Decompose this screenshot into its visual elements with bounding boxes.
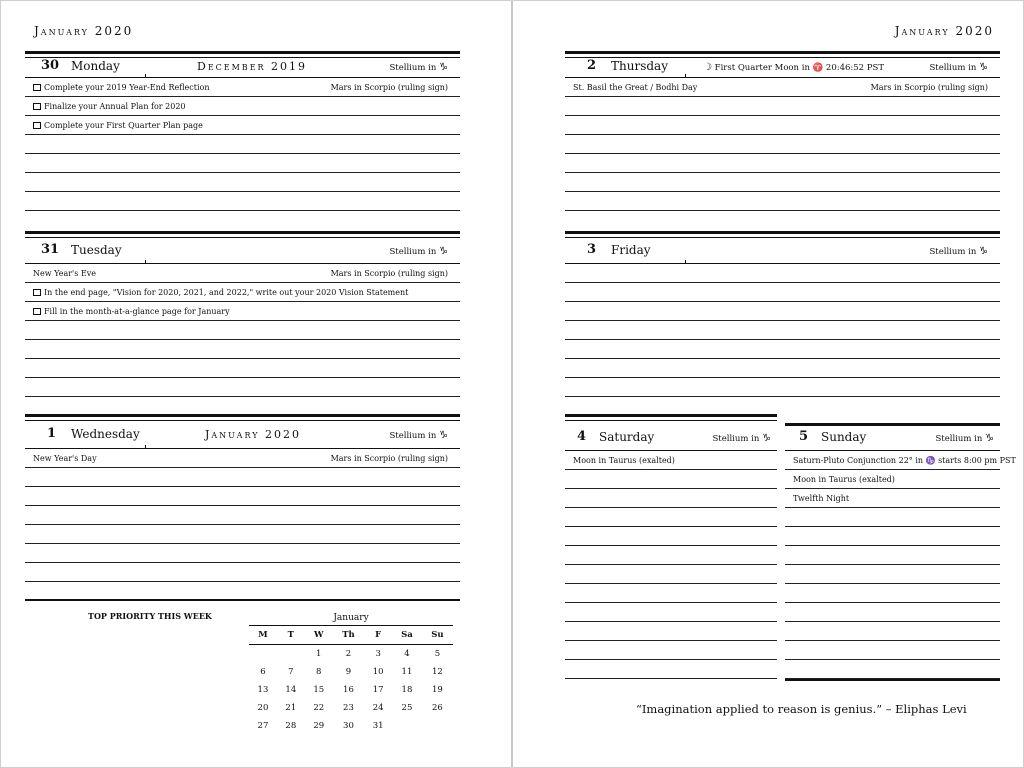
- weekday-header: Su: [422, 626, 453, 645]
- planner-line[interactable]: Complete your First Quarter Plan page: [25, 116, 460, 135]
- stellium-note: Stellium in ♑: [712, 433, 771, 444]
- planner-line[interactable]: Twelfth Night: [785, 489, 1000, 508]
- checkbox-icon[interactable]: [33, 289, 41, 296]
- stellium-note: Stellium in ♑: [389, 62, 448, 73]
- calendar-date[interactable]: 23: [343, 703, 354, 713]
- day-number: 30: [41, 58, 60, 73]
- day-number: 31: [41, 242, 60, 257]
- planner-line[interactable]: [785, 508, 1000, 527]
- day-name: Thursday: [611, 59, 668, 73]
- planner-line[interactable]: Moon in Taurus (exalted): [785, 470, 1000, 489]
- calendar-date[interactable]: 15: [313, 685, 325, 695]
- calendar-date[interactable]: 27: [257, 721, 269, 731]
- calendar-date[interactable]: 6: [260, 667, 266, 677]
- planner-line[interactable]: [565, 192, 1000, 211]
- calendar-date[interactable]: 20: [257, 703, 269, 713]
- capricorn-icon: ♑: [439, 62, 448, 73]
- weekday-header: T: [277, 626, 305, 645]
- planner-line[interactable]: Finalize your Annual Plan for 2020: [25, 97, 460, 116]
- day-header: [565, 426, 777, 451]
- weekday-header: Th: [333, 626, 365, 645]
- calendar-date[interactable]: 8: [316, 667, 322, 677]
- capricorn-icon: ♑: [979, 62, 988, 73]
- calendar-week: [249, 663, 453, 681]
- planner-line[interactable]: [565, 622, 777, 641]
- calendar-date[interactable]: 30: [343, 721, 354, 731]
- capricorn-icon: ♑: [762, 433, 771, 444]
- planner-line[interactable]: [25, 321, 460, 340]
- day-header: [565, 239, 1000, 264]
- day-block-3: [565, 231, 1000, 401]
- day-number: 3: [587, 242, 597, 257]
- weekday-header: Sa: [392, 626, 422, 645]
- calendar-date[interactable]: 22: [313, 703, 325, 713]
- planner-line[interactable]: [565, 173, 1000, 192]
- moon-icon: ☽: [703, 62, 712, 73]
- mini-calendar: [249, 611, 453, 735]
- month-label: January 2020: [205, 428, 302, 441]
- section-divider: [25, 599, 460, 601]
- checkbox-icon[interactable]: [33, 308, 41, 315]
- planner-line[interactable]: [565, 135, 1000, 154]
- planner-line[interactable]: [785, 546, 1000, 565]
- planner-line[interactable]: [565, 340, 1000, 359]
- calendar-date[interactable]: 12: [431, 667, 443, 677]
- planner-line[interactable]: [25, 468, 460, 487]
- mini-calendar-grid: [249, 625, 453, 735]
- calendar-date[interactable]: 25: [401, 703, 413, 713]
- calendar-date[interactable]: 5: [434, 649, 441, 659]
- day-name: Wednesday: [71, 427, 140, 441]
- calendar-date[interactable]: 7: [288, 667, 294, 677]
- planner-line[interactable]: [785, 584, 1000, 603]
- planner-line[interactable]: Saturn-Pluto Conjunction 22° in ♑ starts 8:00 pm PST: [785, 451, 1000, 470]
- planner-line[interactable]: [785, 603, 1000, 622]
- top-priority-label: TOP PRIORITY THIS WEEK: [88, 611, 212, 621]
- calendar-date[interactable]: 26: [431, 703, 443, 713]
- planner-line[interactable]: [25, 544, 460, 563]
- day-block-1: [25, 414, 460, 584]
- planner-line[interactable]: [785, 641, 1000, 660]
- planner-line[interactable]: [785, 527, 1000, 546]
- planner-line[interactable]: [565, 283, 1000, 302]
- planner-line[interactable]: [25, 563, 460, 582]
- planner-line[interactable]: [565, 565, 777, 584]
- planner-line[interactable]: Moon in Taurus (exalted): [565, 451, 777, 470]
- calendar-date[interactable]: [249, 645, 277, 664]
- calendar-date[interactable]: 2: [345, 649, 352, 659]
- calendar-date[interactable]: 16: [343, 685, 354, 695]
- day-name: Sunday: [821, 430, 867, 444]
- calendar-date[interactable]: 17: [372, 685, 384, 695]
- checkbox-icon[interactable]: [33, 122, 41, 129]
- planner-line[interactable]: [565, 641, 777, 660]
- planner-line[interactable]: [565, 546, 777, 565]
- calendar-date[interactable]: 4: [404, 649, 410, 659]
- planner-line[interactable]: New Year's Day Mars in Scorpio (ruling sign): [25, 449, 460, 468]
- day-block-2: [565, 51, 1000, 213]
- stellium-note: Stellium in ♑: [929, 62, 988, 73]
- moon-phase-note: ☽ First Quarter Moon in ♈ 20:46:52 PST: [703, 62, 884, 73]
- month-header: January 2020: [894, 24, 994, 38]
- planner-line[interactable]: [25, 192, 460, 211]
- calendar-week: [249, 645, 453, 664]
- stellium-note: Stellium in ♑: [389, 246, 448, 257]
- calendar-date[interactable]: 1: [316, 649, 322, 659]
- capricorn-icon: ♑: [985, 433, 994, 444]
- left-page: [0, 0, 511, 768]
- day-block-5: [785, 423, 1016, 683]
- day-number: 1: [47, 426, 57, 441]
- planner-line[interactable]: [565, 116, 1000, 135]
- capricorn-icon: ♑: [439, 430, 448, 441]
- calendar-date[interactable]: [422, 717, 453, 735]
- planner-line[interactable]: [785, 622, 1000, 641]
- planner-line[interactable]: Fill in the month-at-a-glance page for January: [25, 302, 460, 321]
- day-name: Friday: [611, 243, 651, 257]
- planner-line[interactable]: [25, 525, 460, 544]
- calendar-date[interactable]: [392, 717, 422, 735]
- planner-line[interactable]: [565, 489, 777, 508]
- calendar-date[interactable]: 9: [345, 667, 352, 677]
- planner-line[interactable]: [785, 565, 1000, 584]
- month-label: December 2019: [197, 60, 308, 73]
- mini-calendar-title: January: [333, 613, 369, 623]
- planner-line[interactable]: [25, 359, 460, 378]
- calendar-date[interactable]: 10: [372, 667, 384, 677]
- calendar-date[interactable]: 11: [401, 667, 413, 677]
- day-block-30: [25, 51, 460, 213]
- planner-line[interactable]: [565, 660, 777, 679]
- day-header: [785, 426, 1000, 451]
- calendar-date[interactable]: 19: [431, 685, 443, 695]
- calendar-date[interactable]: 13: [257, 685, 269, 695]
- planner-line[interactable]: [565, 603, 777, 622]
- planner-line[interactable]: [565, 470, 777, 489]
- planner-line[interactable]: New Year's Eve Mars in Scorpio (ruling sign): [25, 264, 460, 283]
- day-number: 4: [577, 429, 587, 444]
- planner-line[interactable]: [565, 527, 777, 546]
- weekday-header: W: [305, 626, 333, 645]
- weekday-header: M: [249, 626, 277, 645]
- planner-line[interactable]: [25, 506, 460, 525]
- day-name: Saturday: [599, 430, 655, 444]
- planner-line[interactable]: [25, 173, 460, 192]
- month-header: January 2020: [34, 24, 134, 38]
- planner-line[interactable]: [565, 97, 1000, 116]
- calendar-date[interactable]: 14: [285, 685, 297, 695]
- calendar-week: [249, 717, 453, 735]
- day-header: [25, 55, 460, 78]
- checkbox-icon[interactable]: [33, 103, 41, 110]
- planner-line[interactable]: [565, 302, 1000, 321]
- calendar-date[interactable]: 24: [372, 703, 384, 713]
- day-header: [565, 55, 1000, 78]
- planner-line[interactable]: [25, 154, 460, 173]
- planner-line[interactable]: [565, 264, 1000, 283]
- planner-line[interactable]: [25, 378, 460, 397]
- planner-line[interactable]: [565, 508, 777, 527]
- calendar-date[interactable]: 21: [285, 703, 297, 713]
- planner-line[interactable]: St. Basil the Great / Bodhi Day Mars in Scorpio (ruling sign): [565, 78, 1000, 97]
- planner-line[interactable]: [785, 660, 1000, 679]
- calendar-week: [249, 699, 453, 717]
- calendar-date[interactable]: 28: [285, 721, 297, 731]
- planner-line[interactable]: Complete your 2019 Year-End Reflection Mars in Scorpio (ruling sign): [25, 78, 460, 97]
- planner-line[interactable]: [565, 359, 1000, 378]
- planner-line[interactable]: [25, 487, 460, 506]
- calendar-date[interactable]: 18: [401, 685, 413, 695]
- calendar-date[interactable]: 31: [372, 721, 384, 731]
- planner-line[interactable]: [565, 378, 1000, 397]
- day-block-31: [25, 231, 460, 401]
- capricorn-icon: ♑: [439, 246, 448, 257]
- stellium-note: Stellium in ♑: [389, 430, 448, 441]
- day-header: [25, 423, 460, 449]
- weekday-header: F: [364, 626, 392, 645]
- capricorn-icon: ♑: [979, 246, 988, 257]
- day-number: 5: [799, 429, 809, 444]
- checkbox-icon[interactable]: [33, 84, 41, 91]
- quote: “Imagination applied to reason is genius.” – Eliphas Levi: [636, 702, 967, 716]
- day-name: Monday: [71, 59, 120, 73]
- stellium-note: Stellium in ♑: [929, 246, 988, 257]
- planner-line[interactable]: [25, 340, 460, 359]
- calendar-date[interactable]: 29: [313, 721, 325, 731]
- right-page: [513, 0, 1024, 768]
- planner-line[interactable]: [565, 154, 1000, 173]
- planner-line[interactable]: [25, 135, 460, 154]
- planner-line[interactable]: [565, 584, 777, 603]
- day-header: [25, 239, 460, 264]
- stellium-note: Stellium in ♑: [935, 433, 994, 444]
- day-name: Tuesday: [71, 243, 122, 257]
- day-block-4: [565, 414, 777, 682]
- planner-line[interactable]: [565, 321, 1000, 340]
- day-number: 2: [587, 58, 597, 73]
- planner-line[interactable]: In the end page, "Vision for 2020, 2021, and 2022," write out your 2020 Vision Statement: [25, 283, 460, 302]
- calendar-week: [249, 681, 453, 699]
- calendar-date[interactable]: 3: [375, 649, 381, 659]
- calendar-date[interactable]: [277, 645, 305, 664]
- section-divider: [785, 679, 1000, 681]
